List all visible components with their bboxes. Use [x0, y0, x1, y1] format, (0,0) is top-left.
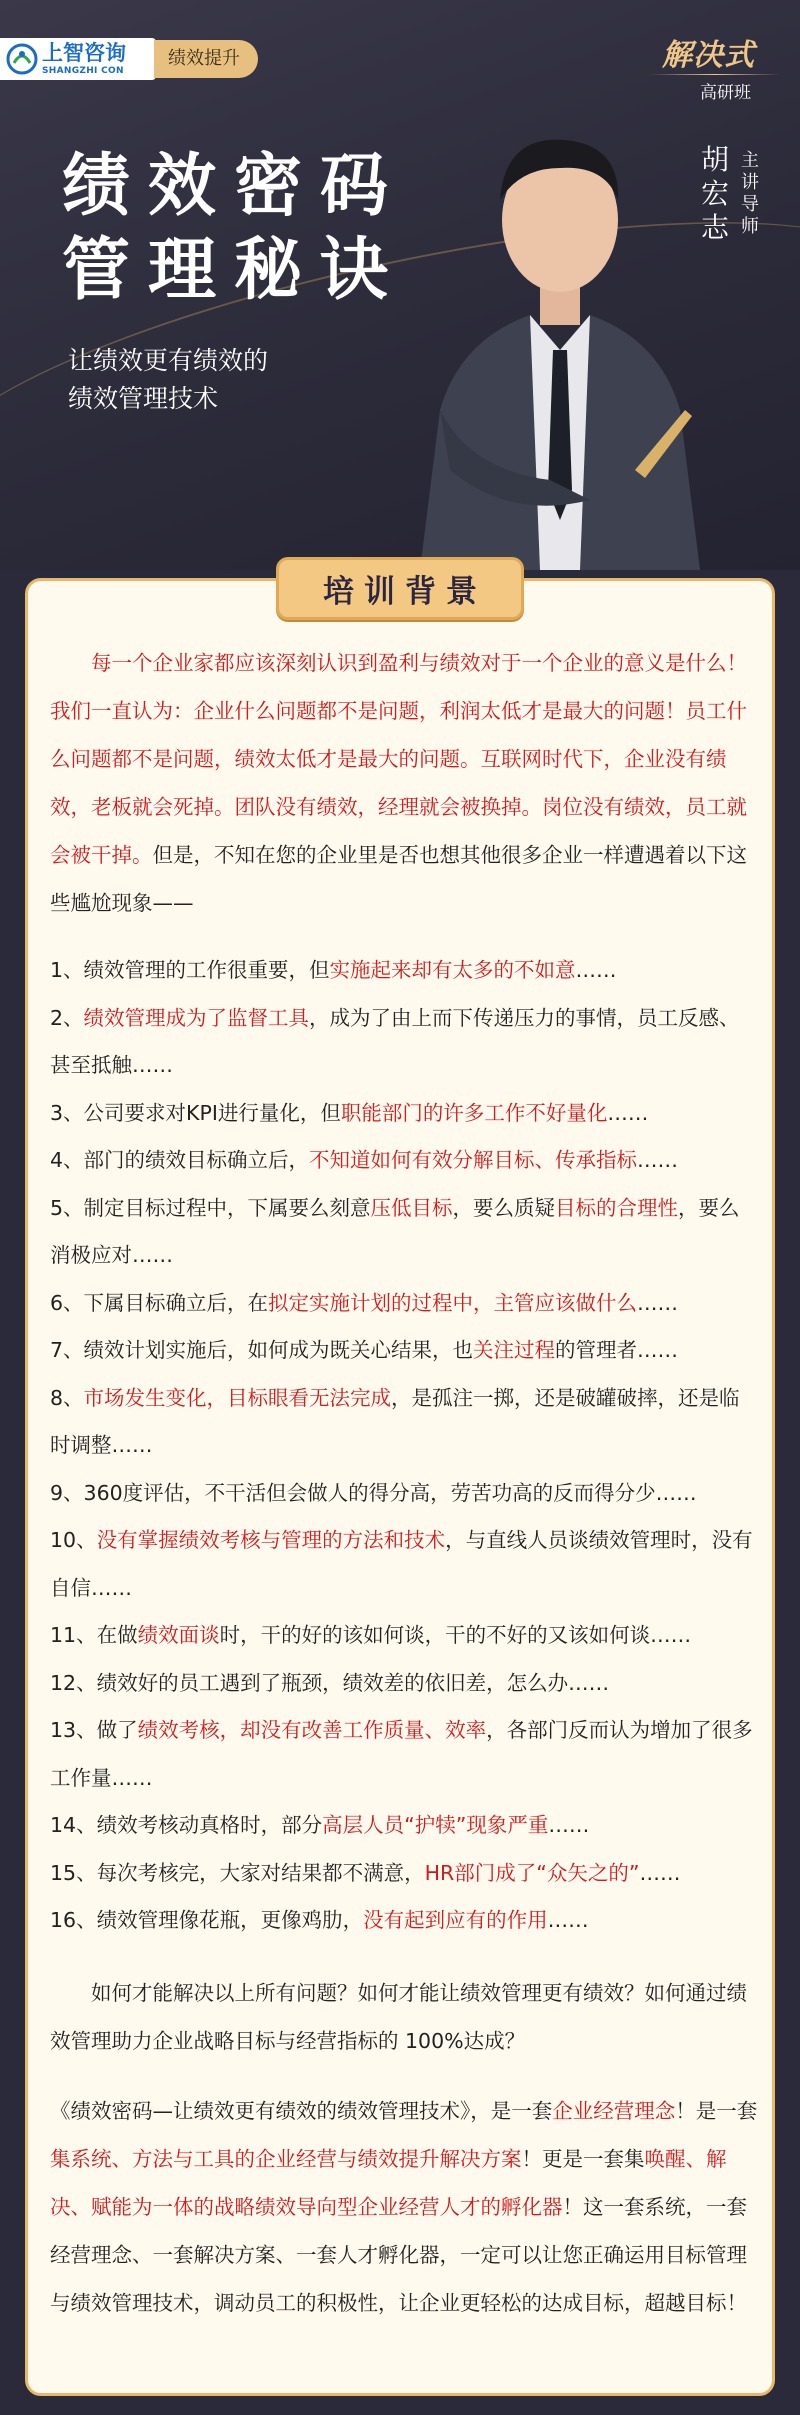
speaker-role: 主讲导师 [741, 150, 759, 237]
course-badge-main: 解决式 [662, 38, 755, 73]
summary-text-2: ！是一套 [675, 2098, 758, 2123]
problem-item [50, 1470, 758, 1518]
problem-highlight: 拟定实施计划的过程中，主管应该做什么 [268, 1290, 638, 1315]
problem-text: 10、 [50, 1528, 97, 1552]
problem-text: 4、部门的绩效目标确立后， [50, 1148, 310, 1172]
problem-text: 6、下属目标确立后，在 [50, 1290, 269, 1315]
problem-text: 5、制定目标过程中，下属要么刻意 [50, 1195, 371, 1220]
problem-text: 16、绩效管理像花瓶，更像鸡肋， [50, 1908, 364, 1932]
category-tag: 绩效提升 [156, 40, 258, 78]
hero-banner [0, 0, 800, 570]
course-title-line2: 管理秘诀 [62, 231, 407, 310]
problem-text: ，各部门反而认为增加了很多工作量…… [50, 1718, 753, 1790]
problem-highlight: 绩效考核，却没有改善工作质量、效率 [137, 1718, 487, 1742]
problem-item [50, 1185, 758, 1280]
problem-text: 3、公司要求对KPI进行量化，但 [50, 1100, 341, 1125]
problem-highlight: 目标的合理性 [555, 1195, 679, 1220]
problem-highlight: 没有起到应有的作用 [363, 1908, 548, 1932]
course-subtitle-line1: 让绩效更有绩效的 [68, 346, 269, 375]
summary-text-3: ！更是一套集 [521, 2146, 645, 2171]
problem-highlight: HR部门成了“众矢之的” [424, 1860, 640, 1885]
course-subtitle [68, 342, 268, 418]
problem-highlight: 高层人员“护犊”现象严重 [322, 1813, 549, 1837]
section-heading: 培训背景 [276, 557, 524, 620]
problem-item [50, 1897, 758, 1945]
course-title-line1: 绩效密码 [62, 147, 407, 226]
course-badge-sub: 高研班 [700, 83, 751, 103]
problem-item [50, 1802, 758, 1850]
problem-item [50, 1707, 758, 1802]
problem-highlight: 没有掌握绩效考核与管理的方法和技术 [96, 1528, 446, 1552]
problem-highlight: 职能部门的许多工作不好量化 [340, 1100, 608, 1125]
summary-highlight-1: 企业经营理念 [552, 2098, 676, 2123]
logo-mark-icon [6, 43, 38, 75]
problem-item [50, 1327, 758, 1375]
problem-text: …… [547, 1908, 589, 1932]
problem-text: …… [575, 958, 617, 982]
problem-item [50, 1660, 758, 1708]
problem-text: 9、360度评估，不干活但会做人的得分高，劳苦功高的反而得分少…… [50, 1480, 697, 1505]
problem-text: …… [607, 1100, 649, 1125]
problem-highlight: 压低目标 [370, 1195, 453, 1220]
company-logo[interactable] [0, 38, 156, 80]
problem-item [50, 1375, 758, 1470]
problem-text: 8、 [50, 1385, 84, 1410]
problem-text: 15、每次考核完，大家对结果都不满意， [50, 1860, 425, 1885]
problem-item [50, 1090, 758, 1138]
summary-highlight-3: 唤醒、解决、赋能为一体的战略绩效导向型企业经营人才的孵化器 [50, 2146, 727, 2219]
problem-highlight: 关注过程 [473, 1338, 556, 1362]
section-content [50, 639, 758, 2327]
intro-plain: 但是，不知在您的企业里是否也想其他很多企业一样遭遇着以下这些尴尬现象—— [50, 843, 747, 915]
problem-text: ，成为了由上而下传递压力的事情，员工反感、甚至抵触…… [50, 1005, 740, 1077]
problem-text: ，要么质疑 [452, 1195, 556, 1220]
problem-text: …… [548, 1813, 590, 1837]
intro-highlight: 每一个企业家都应该深刻认识到盈利与绩效对于一个企业的意义是什么！我们一直认为：企业什么问题都不是问题，利润太低才是最大的问题！员工什么问题都不是问题，绩效太低才是最大的问题。互联网时代下，企业没有绩效，老板就会死掉。团队没有绩效，经理就会被换掉。岗位没有绩效，员工就会被干掉。 [50, 651, 747, 867]
problem-highlight: 市场发生变化，目标眼看无法完成 [83, 1385, 392, 1410]
problem-highlight: 绩效管理成为了监督工具 [83, 1005, 310, 1030]
course-subtitle-line2: 绩效管理技术 [68, 384, 219, 413]
problem-item [50, 1612, 758, 1660]
problem-item [50, 1517, 758, 1612]
intro-paragraph [50, 639, 758, 927]
problem-item [50, 995, 758, 1090]
question-paragraph: 如何才能解决以上所有问题？如何才能让绩效管理更有绩效？如何通过绩效管理助力企业战略目标与经营指标的 100%达成？ [50, 1980, 747, 2053]
speaker-photo [400, 50, 720, 570]
logo-english-name: SHANGZHI CON [42, 65, 124, 76]
problem-text: ，与直线人员谈绩效管理时，没有自信…… [50, 1528, 753, 1600]
problem-text: 2、 [50, 1005, 84, 1030]
course-title [62, 145, 406, 313]
problem-item [50, 1850, 758, 1898]
summary-paragraph [50, 2087, 758, 2327]
problem-text: 7、绩效计划实施后，如何成为既关心结果，也 [50, 1338, 474, 1362]
logo-chinese-name: 上智咨询 [42, 40, 126, 65]
summary-highlight-2: 集系统、方法与工具的企业经营与绩效提升解决方案 [50, 2146, 522, 2171]
problem-text: 13、做了 [50, 1718, 138, 1742]
problem-item [50, 1280, 758, 1328]
problem-highlight: 实施起来却有太多的不如意 [329, 958, 576, 982]
problem-text: …… [637, 1290, 679, 1315]
problem-list [50, 947, 758, 1945]
problem-text: ，要么消极应对…… [50, 1195, 740, 1267]
problem-highlight: 绩效面谈 [137, 1623, 220, 1647]
problem-item [50, 1137, 758, 1185]
problem-text: 11、在做 [50, 1623, 138, 1647]
problem-text: …… [639, 1860, 681, 1885]
speaker-name: 胡宏志 [700, 143, 729, 244]
problem-text: 的管理者…… [555, 1338, 679, 1362]
summary-text-1: 《绩效密码—让绩效更有绩效的绩效管理技术》，是一套 [50, 2098, 553, 2123]
problem-item [50, 947, 758, 995]
summary-text-4: ！这一套系统，一套经营理念、一套解决方案、一套人才孵化器，一定可以让您正确运用目标管理与绩效管理技术，调动员工的积极性，让企业更轻松的达成目标，超越目标！ [50, 2194, 747, 2315]
training-background-card [25, 574, 775, 2396]
problem-text: 14、绩效考核动真格时，部分 [50, 1813, 323, 1837]
problem-text: 时，干的好的该如何谈，干的不好的又该如何谈…… [219, 1623, 692, 1647]
problem-text: 12、绩效好的员工遇到了瓶颈，绩效差的依旧差，怎么办…… [50, 1670, 610, 1695]
problem-text: 1、绩效管理的工作很重要，但 [50, 958, 330, 982]
problem-text: …… [637, 1148, 679, 1172]
problem-highlight: 不知道如何有效分解目标、传承指标 [309, 1148, 638, 1172]
problem-text: ，是孤注一掷，还是破罐破摔，还是临时调整…… [50, 1385, 740, 1457]
